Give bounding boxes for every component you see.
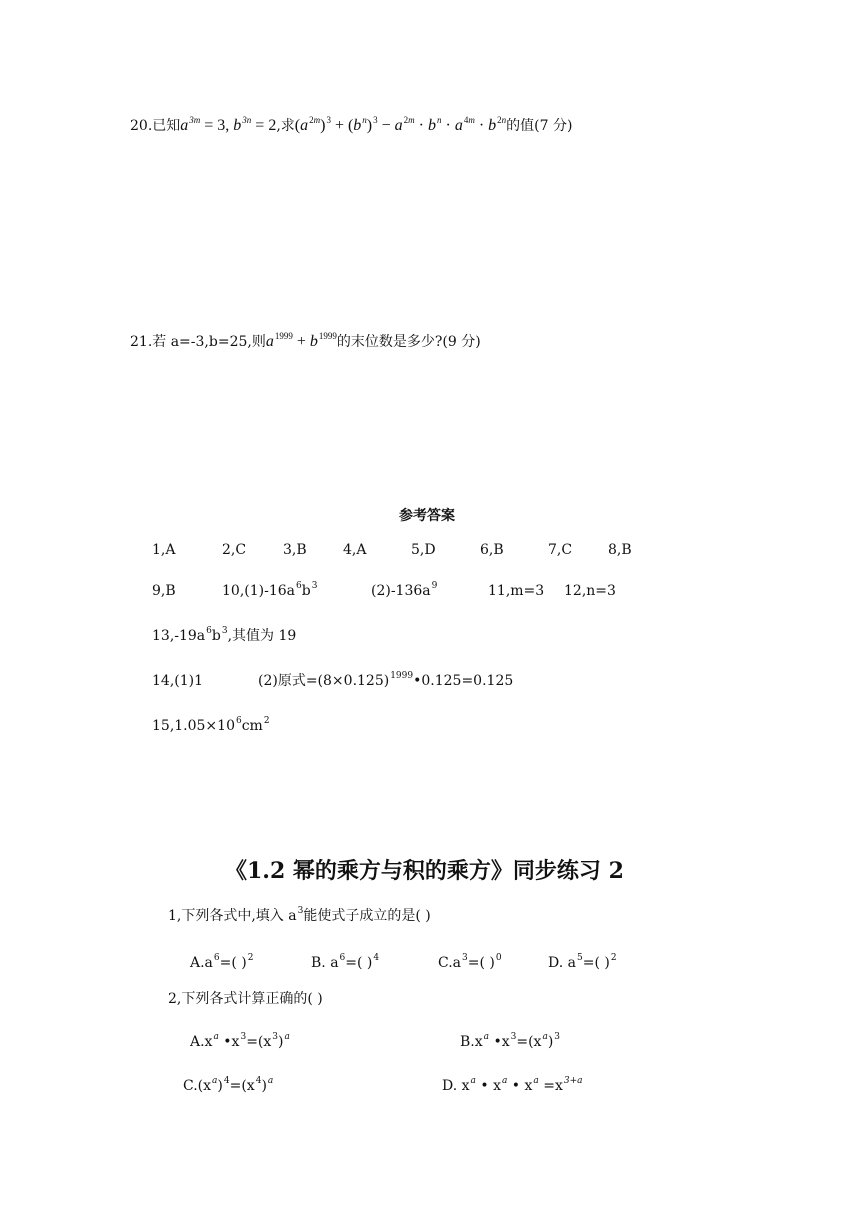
question-number: 21. <box>130 334 153 350</box>
option-b: B. $a^6=$( )$^4$ <box>311 953 380 971</box>
formula-expression: $a^{1999} + b^{1999}$ <box>265 331 337 350</box>
answer-item: 7,C <box>548 542 573 558</box>
answers-row-5: $15,1.05\times 10^6cm^2$ <box>152 716 270 734</box>
option-a: $A.a^6=$( )$^2$ <box>190 953 254 971</box>
formula-condition: $a^{3m}$ <box>180 115 201 134</box>
answer-item: $(2)-136a^9$ <box>371 581 438 599</box>
option-b: $B.x^a$ $•x^3=(x^a)^3$ <box>460 1032 561 1050</box>
question-21 <box>130 331 481 350</box>
answer-item: 4,A <box>343 542 367 558</box>
question-text: ,求 <box>276 118 295 134</box>
problem-1-stem: 1,下列各式中,填入 $a^3$能使式子成立的是( ) <box>168 906 431 924</box>
question-number: 20. <box>130 118 153 134</box>
answer-item: $10,(1)-16a^6b^3$ <box>222 581 318 599</box>
question-text: 的末位数是多少?(9 分) <box>336 334 481 350</box>
answers-row-3: $13,-19a^6b^3$,其值为 19 <box>152 626 297 644</box>
answer-item: 14,(1)1 <box>152 673 204 689</box>
answer-item: 3,B <box>283 542 307 558</box>
answer-item: 8,B <box>608 542 632 558</box>
question-20: 20.已知$a^{3m} = 3$, $b^{3n} = 2$,求$(a^{2m})^3 + (b^n)^3 - a^{2m} \cdot b^n \cdot a^{4m} \cdot b^{2n}$的值(7 分) <box>130 115 573 134</box>
answer-item: 5,D <box>411 542 436 558</box>
section-title: 《1.2 幂的乘方与积的乘方》同步练习 2 <box>225 858 624 884</box>
option-d: D. $a^5=$( )$^2$ <box>548 953 617 971</box>
option-a: $A.x^a$ $•x^3=(x^3)^a$ <box>190 1032 290 1050</box>
answer-item: 9,B <box>152 583 176 599</box>
option-c: $C.(x^a)^4=(x^4)^a$ <box>183 1076 274 1094</box>
answer-item: (2)原式$=(8\times 0.125)^{1999}•0.125=0.125$ <box>258 671 514 689</box>
problem-2-stem: 2,下列各式计算正确的( ) <box>168 991 323 1007</box>
answer-item: 11,m=3 <box>488 583 545 599</box>
answer-item: 2,C <box>222 542 247 558</box>
option-c: $C.a^3=$( )$^0$ <box>438 953 502 971</box>
option-d: D. $x^a$ • $x^a$ • $x^a =x^{3+a}$ <box>442 1076 583 1094</box>
answers-heading: 参考答案 <box>399 508 455 524</box>
formula-expression: $(a^{2m})^3 + (b^n)^3 - a^{2m} \cdot b^n \cdot a^{4m} \cdot b^{2n}$ <box>294 115 507 134</box>
answer-item: 1,A <box>152 542 176 558</box>
question-text: 已知 <box>152 118 181 134</box>
question-text: 若 a=-3,b=25,则 <box>152 334 266 350</box>
answer-item: 12,n=3 <box>564 583 616 599</box>
question-text: 的值(7 分) <box>506 118 573 134</box>
answer-item: 6,B <box>480 542 504 558</box>
